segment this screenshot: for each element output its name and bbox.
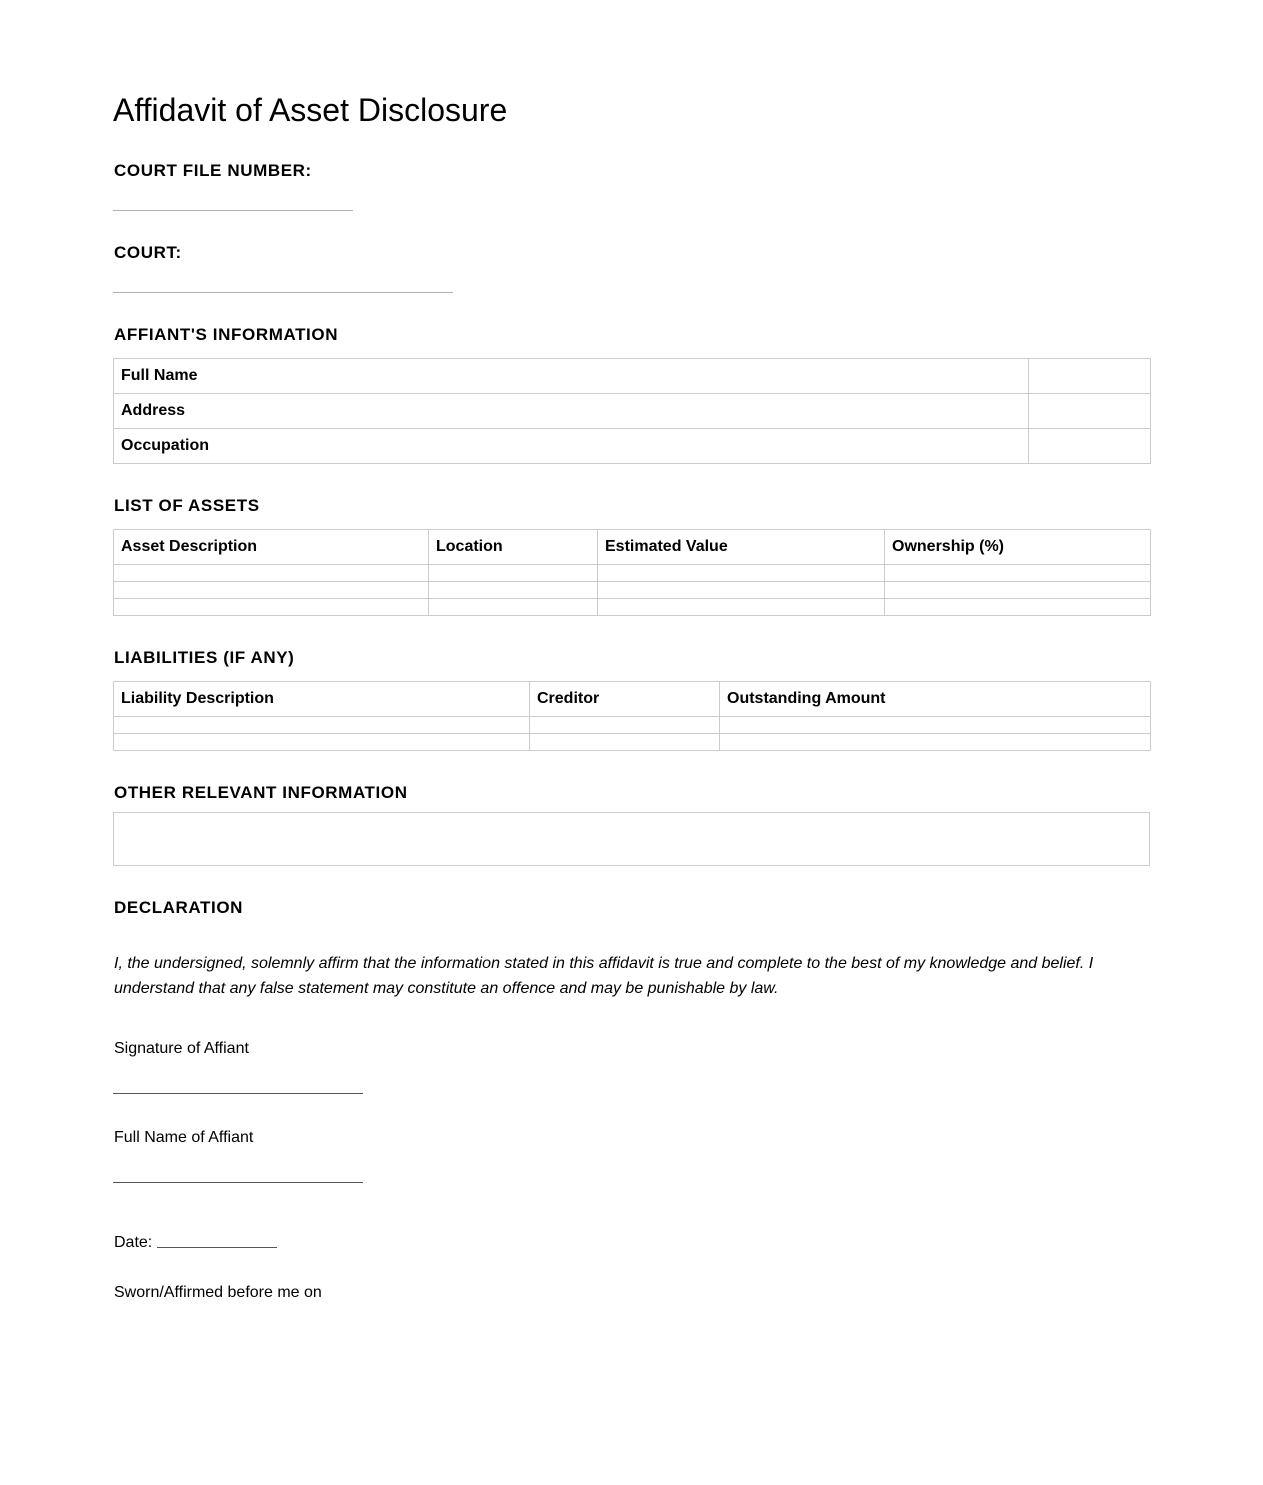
creditor-cell[interactable] [530,734,720,751]
date-label: Date: [114,1234,153,1251]
affiant-information-heading: AFFIANT'S INFORMATION [114,325,339,344]
other-information-field[interactable] [113,812,1150,866]
column-header-asset-description: Asset Description [114,530,429,565]
occupation-label: Occupation [114,429,1029,464]
date-row [114,1233,277,1253]
court-file-number-field[interactable] [113,210,353,211]
court-file-number-label: COURT FILE NUMBER: [114,161,312,180]
address-label: Address [114,394,1029,429]
creditor-cell[interactable] [530,717,720,734]
document-title: Affidavit of Asset Disclosure [113,92,508,128]
address-field[interactable] [1029,394,1151,429]
ownership-cell[interactable] [885,582,1151,599]
column-header-creditor: Creditor [530,682,720,717]
court-label: COURT: [114,243,182,262]
column-header-estimated-value: Estimated Value [598,530,885,565]
column-header-liability-description: Liability Description [114,682,530,717]
ownership-cell[interactable] [885,599,1151,616]
location-cell[interactable] [429,599,598,616]
declaration-text: I, the undersigned, solemnly affirm that the information stated in this affidavit is true and complete to the best of my knowledge and belief. I understand that any false statement may constitute an offence and may be punishable by law. [114,955,1094,997]
signature-label: Signature of Affiant [114,1040,249,1057]
asset-description-cell[interactable] [114,599,429,616]
occupation-field[interactable] [1029,429,1151,464]
column-header-outstanding-amount: Outstanding Amount [720,682,1151,717]
outstanding-amount-cell[interactable] [720,717,1151,734]
full-name-of-affiant-label: Full Name of Affiant [114,1129,254,1146]
outstanding-amount-cell[interactable] [720,734,1151,751]
column-header-ownership: Ownership (%) [885,530,1151,565]
asset-description-cell[interactable] [114,565,429,582]
estimated-value-cell[interactable] [598,565,885,582]
liability-description-cell[interactable] [114,734,530,751]
location-cell[interactable] [429,582,598,599]
table-row [114,565,1151,582]
table-header-row [114,530,1151,565]
table-row [114,582,1151,599]
estimated-value-cell[interactable] [598,582,885,599]
table-header-row [114,682,1151,717]
estimated-value-cell[interactable] [598,599,885,616]
full-name-label: Full Name [114,359,1029,394]
court-field[interactable] [113,292,453,293]
table-row [114,717,1151,734]
signature-field[interactable] [113,1093,363,1094]
asset-description-cell[interactable] [114,582,429,599]
column-header-location: Location [429,530,598,565]
affiant-information-table [113,358,1151,464]
liability-description-cell[interactable] [114,717,530,734]
assets-table [113,529,1151,616]
table-row [114,429,1151,464]
location-cell[interactable] [429,565,598,582]
table-row [114,599,1151,616]
other-information-heading: OTHER RELEVANT INFORMATION [114,783,408,802]
sworn-affirmed-label: Sworn/Affirmed before me on [114,1284,322,1301]
date-field[interactable] [157,1247,277,1248]
liabilities-heading: LIABILITIES (IF ANY) [114,648,295,667]
table-row [114,734,1151,751]
liabilities-table [113,681,1151,751]
ownership-cell[interactable] [885,565,1151,582]
full-name-of-affiant-field[interactable] [113,1182,363,1183]
table-row [114,359,1151,394]
declaration-heading: DECLARATION [114,898,244,917]
full-name-field[interactable] [1029,359,1151,394]
table-row [114,394,1151,429]
assets-heading: LIST OF ASSETS [114,496,260,515]
